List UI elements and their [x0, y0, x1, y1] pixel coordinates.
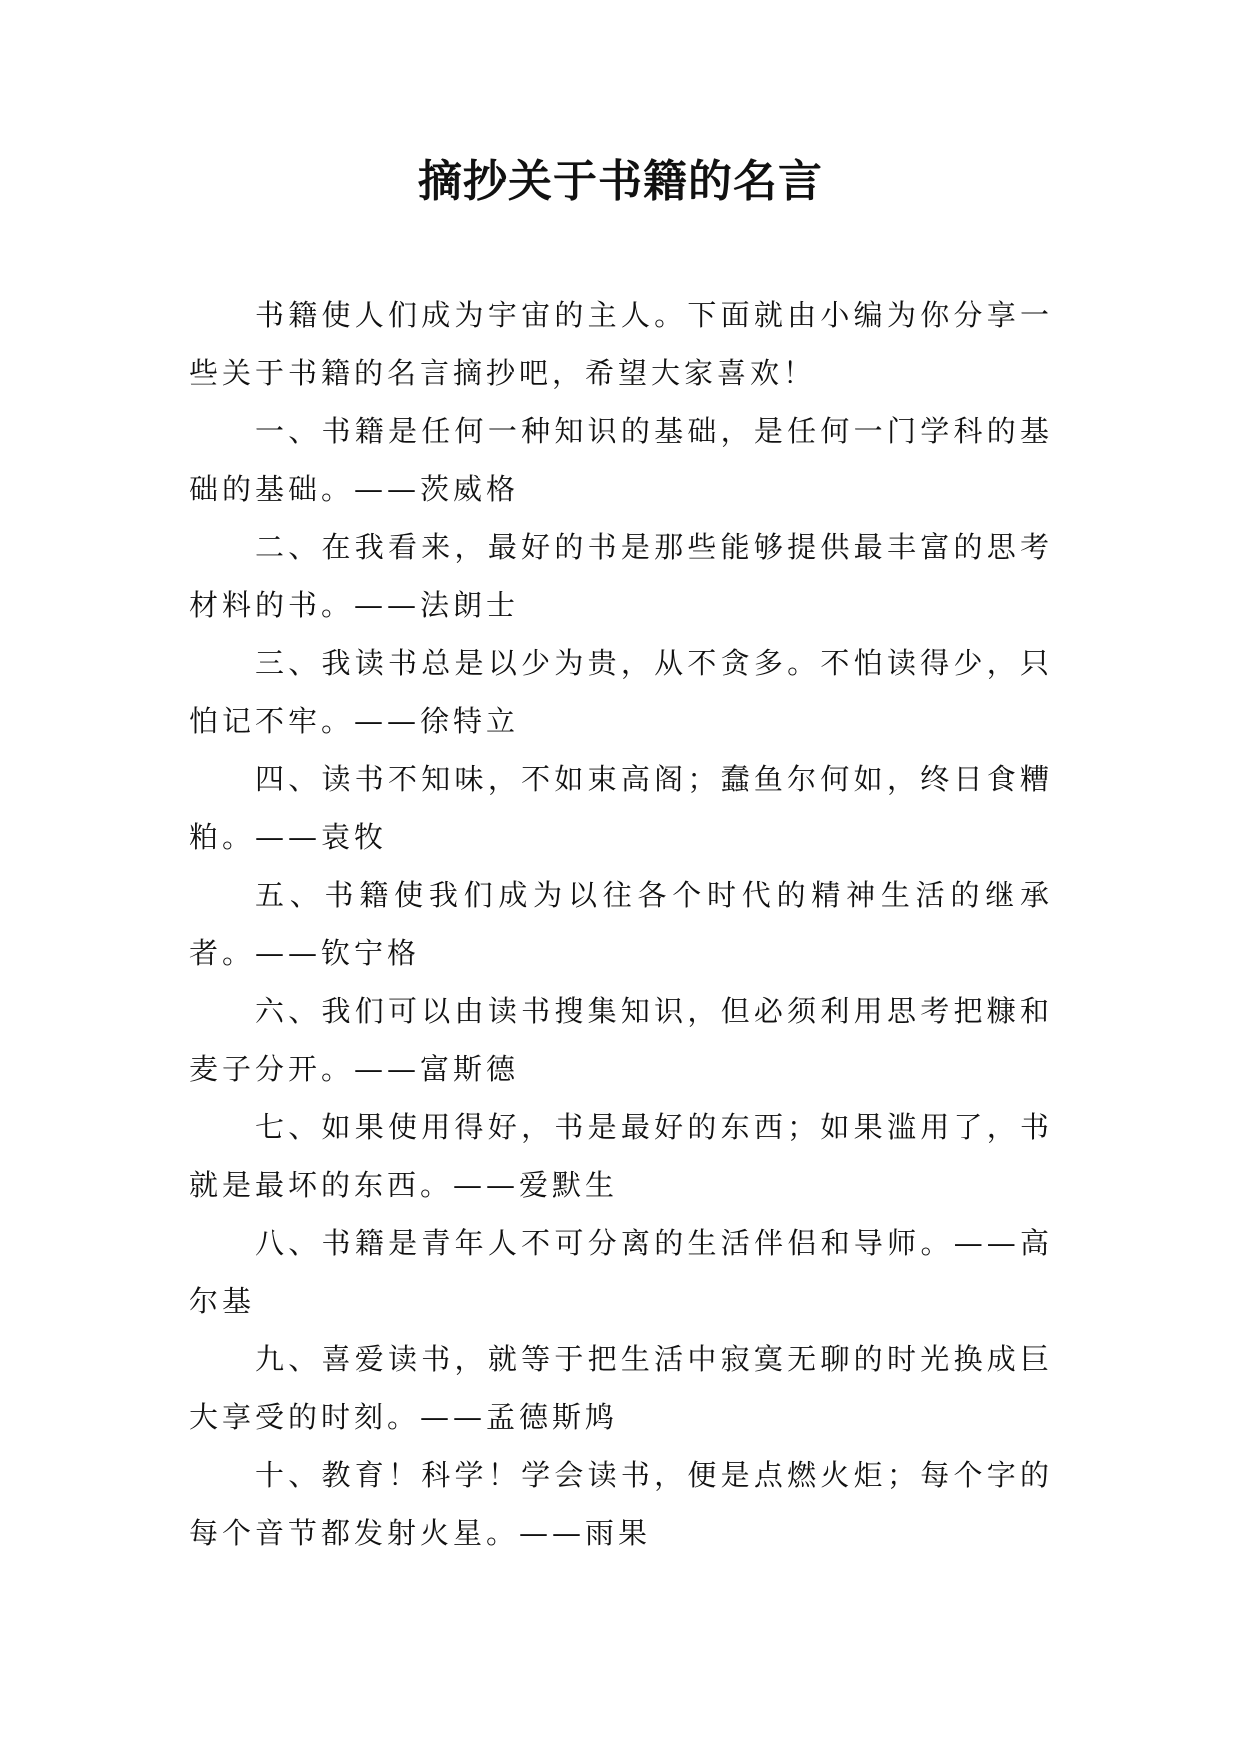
quote-paragraph: 一、书籍是任何一种知识的基础，是任何一门学科的基础的基础。——茨威格 — [189, 414, 1053, 506]
quote-paragraph: 十、教育！科学！学会读书，便是点燃火炬；每个字的每个音节都发射火星。——雨果 — [189, 1458, 1053, 1550]
quote-paragraph: 四、读书不知味，不如束高阁；蠢鱼尔何如，终日食糟粕。——袁牧 — [189, 762, 1053, 854]
quote-paragraph: 六、我们可以由读书搜集知识，但必须利用思考把糠和麦子分开。——富斯德 — [189, 994, 1053, 1086]
quote-paragraph: 五、书籍使我们成为以往各个时代的精神生活的继承者。——钦宁格 — [189, 878, 1053, 970]
quote-paragraph: 二、在我看来，最好的书是那些能够提供最丰富的思考材料的书。——法朗士 — [189, 530, 1053, 622]
document-body — [189, 286, 1053, 1562]
quote-paragraph: 八、书籍是青年人不可分离的生活伴侣和导师。——高尔基 — [189, 1226, 1053, 1318]
quote-paragraph: 九、喜爱读书，就等于把生活中寂寞无聊的时光换成巨大享受的时刻。——孟德斯鸠 — [189, 1342, 1053, 1434]
quote-paragraph: 七、如果使用得好，书是最好的东西；如果滥用了，书就是最坏的东西。——爱默生 — [189, 1110, 1053, 1202]
document-title: 摘抄关于书籍的名言 — [418, 156, 823, 207]
intro-paragraph: 书籍使人们成为宇宙的主人。下面就由小编为你分享一些关于书籍的名言摘抄吧，希望大家喜欢！ — [189, 298, 1053, 390]
quote-paragraph: 三、我读书总是以少为贵，从不贪多。不怕读得少，只怕记不牢。——徐特立 — [189, 646, 1053, 738]
